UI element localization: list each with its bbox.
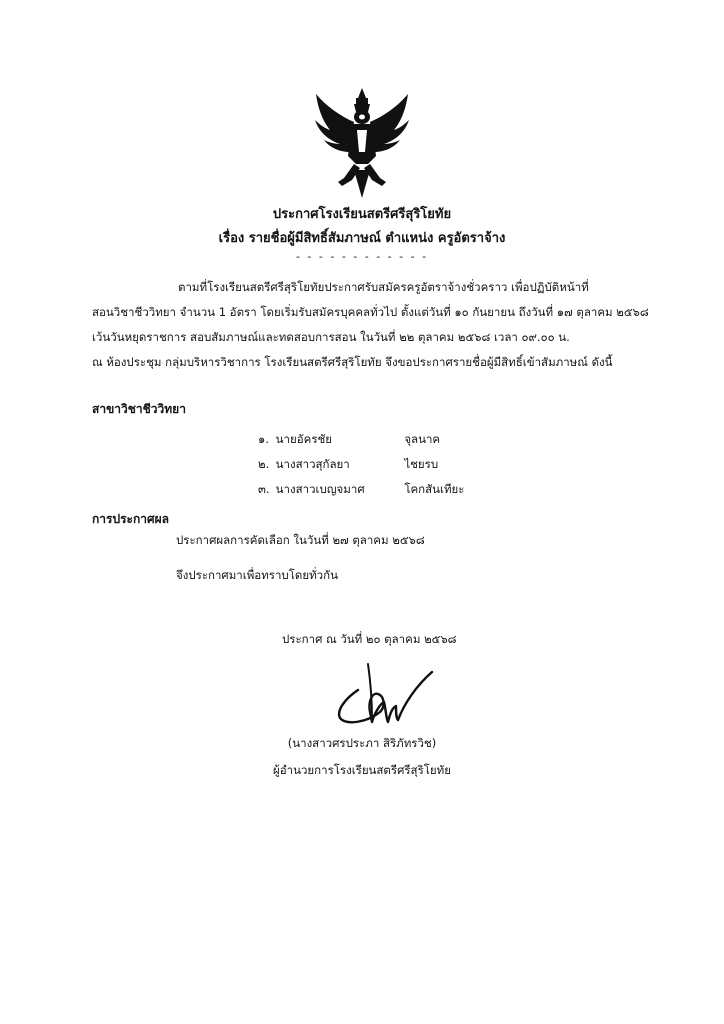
candidate-number: ๓.	[258, 482, 270, 496]
body-line: ตามที่โรงเรียนสตรีศรีสุริโยทัยประกาศรับสมัครครูอัตราจ้างชั่วคราว เพื่อปฏิบัติหน้าที่	[178, 280, 589, 294]
section-heading-biology: สาขาวิชาชีววิทยา	[92, 402, 186, 416]
signature-image	[328, 656, 438, 730]
candidate-number: ๑.	[258, 432, 269, 446]
candidate-given-name: นางสาวเบญจมาศ	[275, 482, 365, 496]
candidate-surname: ไชยรบ	[404, 457, 439, 471]
body-line: สอนวิชาชีววิทยา จำนวน 1 อัตรา โดยเริ่มรับสมัครบุคคลทั่วไป ตั้งแต่วันที่ ๑๐ กันยายน ถึงวันที่ ๑๗ ตุลาคม ๒๕๖๘	[92, 305, 649, 319]
body-paragraph	[92, 275, 652, 375]
body-line: ณ ห้องประชุม กลุ่มบริหารวิชาการ โรงเรียนสตรีศรีสุริโยทัย จึงขอประกาศรายชื่อผู้มีสิทธิ์เข้าสัมภาษณ์ ดังนี้	[92, 355, 613, 369]
candidate-given-name: นายอัครชัย	[275, 432, 333, 446]
garuda-emblem-icon	[310, 86, 414, 200]
body-line: เว้นวันหยุดราชการ สอบสัมภาษณ์และทดสอบการสอน ในวันที่ ๒๒ ตุลาคม ๒๕๖๘ เวลา ๐๙.๐๐ น.	[92, 330, 570, 344]
notice-line: จึงประกาศมาเพื่อทราบโดยทั่วกัน	[176, 568, 338, 582]
section-heading-announcement: การประกาศผล	[92, 512, 169, 526]
announcement-date: ประกาศ ณ วันที่ ๒๐ ตุลาคม ๒๕๖๘	[282, 632, 457, 646]
signatory-position: ผู้อำนวยการโรงเรียนสตรีศรีสุริโยทัย	[272, 763, 451, 777]
candidate-list	[258, 427, 464, 502]
candidate-given-name: นางสาวสุกัลยา	[275, 457, 350, 471]
result-date-line: ประกาศผลการคัดเลือก ในวันที่ ๒๗ ตุลาคม ๒๕๖๘	[176, 533, 425, 547]
subject-line: เรื่อง รายชื่อผู้มีสิทธิ์สัมภาษณ์ ตำแหน่ง ครูอัตราจ้าง	[218, 231, 506, 246]
divider: - - - - - - - - - - - -	[295, 250, 429, 263]
candidate-row	[258, 427, 464, 452]
candidate-number: ๒.	[258, 457, 270, 471]
candidate-surname: จุลนาค	[404, 432, 441, 446]
candidate-row	[258, 452, 464, 477]
candidate-surname: โคกสันเทียะ	[404, 482, 465, 496]
candidate-row	[258, 477, 464, 502]
signatory-name: (นางสาวศรประภา สิริภัทรวิช)	[287, 736, 437, 750]
page-title: ประกาศโรงเรียนสตรีศรีสุริโยทัย	[272, 207, 452, 222]
